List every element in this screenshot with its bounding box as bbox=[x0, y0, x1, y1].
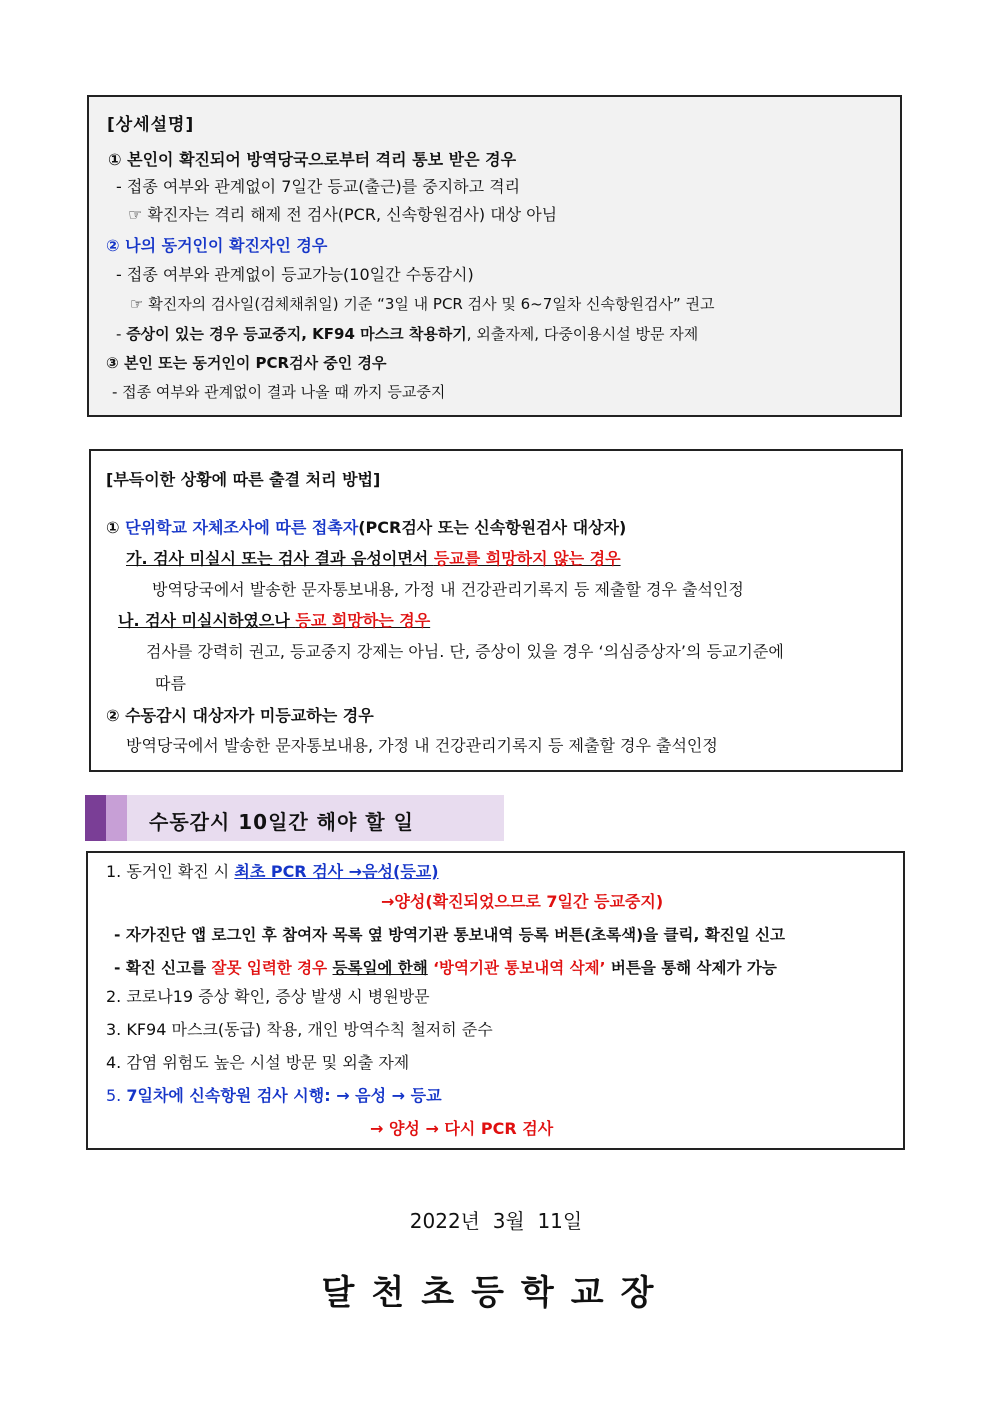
box2-item1-blue: 단위학교 자체조사에 따른 접촉자 bbox=[125, 518, 359, 537]
box2-title: [부득이한 상황에 따른 출결 처리 방법] bbox=[106, 470, 381, 489]
todo-line-3-red1: 잘못 입력한 경우 bbox=[211, 959, 328, 977]
todo-line-3-red2: ‘방역기관 통보내역 삭제’ bbox=[433, 959, 606, 977]
box1-item2-sub3-prefix: - bbox=[116, 325, 127, 343]
box2-item2-body: 방역당국에서 발송한 문자통보내용, 가정 내 건강관리기록지 등 제출할 경우 출석인정 bbox=[126, 736, 718, 755]
box2-na-prefix: 나. 검사 미실시하였으나 bbox=[118, 611, 296, 630]
box1-title: [상세설명] bbox=[107, 115, 195, 135]
box1-item2-sub3-rest: , 외출자제, 다중이용시설 방문 자제 bbox=[466, 325, 699, 343]
section-heading bbox=[85, 795, 504, 841]
box2-na-body2: 따름 bbox=[155, 674, 186, 693]
box2-item1 bbox=[106, 517, 626, 539]
box2-ga-red: 등교를 희망하지 않는 경우 bbox=[433, 549, 621, 568]
heading-accent-light bbox=[106, 795, 127, 841]
todo-line-3-p1: - 확진 신고를 bbox=[114, 959, 212, 977]
box1-item3-text: 본인 또는 동거인이 PCR검사 중인 경우 bbox=[123, 354, 387, 372]
todo-line-2: - 자가진단 앱 로그인 후 참여자 목록 옆 방역기관 통보내역 등록 버튼(초록색)을 클릭, 확진일 신고 bbox=[114, 926, 786, 944]
box1-item2-sub3-bold: 증상이 있는 경우 등교중지, KF94 마스크 착용하기 bbox=[126, 325, 467, 343]
todo-line-5: 3. KF94 마스크(동급) 착용, 개인 방역수칙 철저히 준수 bbox=[106, 1020, 493, 1039]
school-principal-signature: 달천초등학교장 bbox=[321, 1273, 671, 1313]
box2-ga-prefix: 가. 검사 미실시 또는 검사 결과 음성이면서 bbox=[126, 549, 434, 568]
box2-item2-text: 수동감시 대상자가 미등교하는 경우 bbox=[125, 706, 374, 725]
todo-line-7 bbox=[106, 1085, 442, 1107]
box1-item1-sub2: ☞ 확진자는 격리 해제 전 검사(PCR, 신속항원검사) 대상 아님 bbox=[128, 205, 558, 224]
box2-item2 bbox=[106, 705, 374, 727]
box1-item1 bbox=[108, 149, 516, 171]
todo-line-3-p4: 버튼을 통해 삭제가 가능 bbox=[605, 959, 777, 977]
box2-na-red: 등교 희망하는 경우 bbox=[295, 611, 431, 630]
todo-line-3 bbox=[114, 957, 777, 979]
todo-line-8: → 양성 → 다시 PCR 검사 bbox=[370, 1119, 554, 1138]
box2-item1-num: ① bbox=[106, 518, 120, 537]
todo-line-1 bbox=[106, 861, 439, 883]
box1-item3-num: ③ bbox=[106, 354, 119, 372]
todo-line-4: 2. 코로나19 증상 확인, 증상 발생 시 병원방문 bbox=[106, 987, 430, 1006]
heading-text: 수동감시 10일간 해야 할 일 bbox=[149, 810, 414, 834]
box1-item2-sub1: - 접종 여부와 관계없이 등교가능(10일간 수동감시) bbox=[116, 265, 474, 284]
box2-na-body1: 검사를 강력히 권고, 등교중지 강제는 아님. 단, 증상이 있을 경우 ‘의심증상자’의 등교기준에 bbox=[146, 642, 784, 661]
todo-line-6: 4. 감염 위험도 높은 시설 방문 및 외출 자제 bbox=[106, 1053, 410, 1072]
heading-accent-dark bbox=[85, 795, 106, 841]
todo-line-1b: →양성(확진되었으므로 7일간 등교중지) bbox=[381, 892, 664, 911]
todo-line-3-underline: 등록일에 한해 bbox=[332, 959, 428, 977]
document-date: 2022년 3월 11일 bbox=[409, 1209, 583, 1233]
todo-line-7-num: 5. bbox=[106, 1086, 127, 1105]
box2-item2-num: ② bbox=[106, 706, 120, 725]
box2-item1-rest: (PCR검사 또는 신속항원검사 대상자) bbox=[358, 518, 627, 537]
box2-ga bbox=[126, 548, 621, 570]
box1-item2 bbox=[106, 235, 327, 257]
box1-item1-num: ① bbox=[108, 150, 122, 169]
box2-ga-body: 방역당국에서 발송한 문자통보내용, 가정 내 건강관리기록지 등 제출할 경우 출석인정 bbox=[152, 580, 744, 599]
box1-item2-num: ② bbox=[106, 236, 120, 255]
box1-item2-sub2: ☞ 확진자의 검사일(검체채취일) 기준 “3일 내 PCR 검사 및 6~7일차 신속항원검사” 권고 bbox=[130, 295, 715, 313]
box1-item1-text: 본인이 확진되어 방역당국으로부터 격리 통보 받은 경우 bbox=[127, 150, 517, 169]
box2-na bbox=[118, 610, 430, 632]
todo-line-7-text: 7일차에 신속항원 검사 시행: → 음성 → 등교 bbox=[126, 1086, 442, 1105]
box1-item1-sub1: - 접종 여부와 관계없이 7일간 등교(출근)를 중지하고 격리 bbox=[116, 177, 521, 196]
box1-item3 bbox=[106, 352, 386, 374]
box1-item3-sub1: - 접종 여부와 관계없이 결과 나올 때 까지 등교중지 bbox=[112, 383, 446, 401]
box1-item2-sub3 bbox=[116, 323, 698, 345]
todo-line-1-blue: 최초 PCR 검사 →음성(등교) bbox=[234, 862, 439, 881]
todo-line-1-prefix: 1. 동거인 확진 시 bbox=[106, 862, 235, 881]
box1-item2-text: 나의 동거인이 확진자인 경우 bbox=[125, 236, 328, 255]
